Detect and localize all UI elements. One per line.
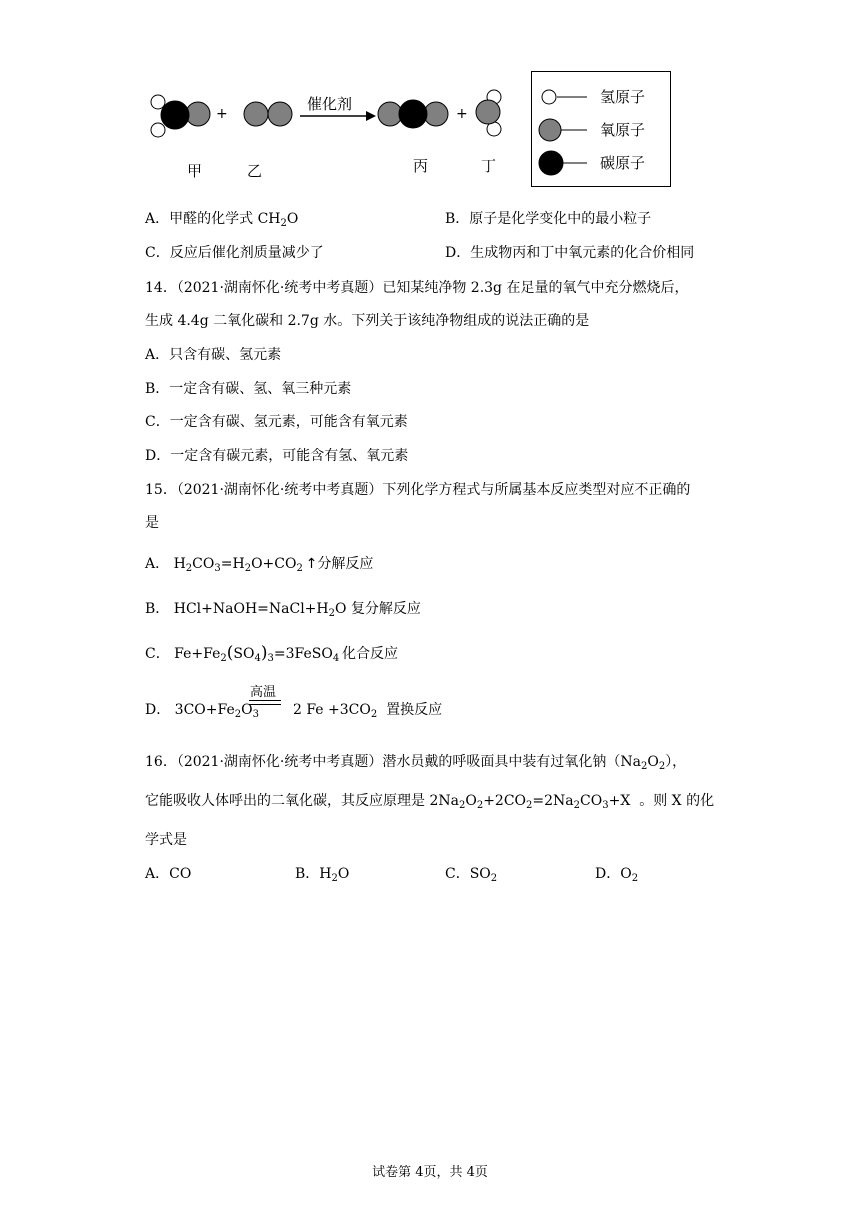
label-ding: 丁 [481,157,497,175]
q14-stem-line1: 14．（2021·湖南怀化·统考中考真题）已知某纯净物 2.3g 在足量的氧气中充分燃烧后， [145,280,689,296]
plus-sign-2: + [456,106,468,122]
q13-option-d: D．生成物丙和丁中氧元素的化合价相同 [445,245,695,261]
q15-d-equals-sign [249,700,281,705]
carbon-atom-icon [539,151,563,175]
molecule-yi [244,102,292,126]
q16-option-a: A．CO [145,866,192,882]
q14-option-d: D．一定含有碳元素，可能含有氢、氧元素 [145,448,409,464]
q13-option-a: A．甲醛的化学式 $CH_2O$ [145,211,299,229]
q15-option-c: C． $Fe+Fe_2(SO_4)_3=3FeSO_4$ 化合反应 [145,643,398,664]
q16-stem-line3: 学式是 [145,832,187,848]
q16-stem-line1: 16．（2021·湖南怀化·统考中考真题）潜水员戴的呼吸面具中装有过氧化钠$(Na_2O_2)$， [145,754,687,772]
hydrogen-atom-icon [542,90,556,104]
q15-stem-line2: 是 [145,515,159,531]
q16-stem-line2: 它能吸收人体呼出的二氧化碳，其反应原理是 $2Na_2O_2+2CO_2=2Na_2CO_3+X$ 。则 X 的化 [145,793,715,811]
label-yi: 乙 [247,162,263,180]
q16-option-b: B．$H_2O$ [295,866,350,884]
q14-option-a: A．只含有碳、氢元素 [145,347,282,363]
q15-option-a: A． $H_2CO_3=H_2O+CO_2$ ↑分解反应 [145,556,374,574]
atom-legend [531,71,671,187]
q15-d-condition: 高温 [250,685,277,700]
oxygen-atom-icon [539,119,561,141]
legend-oxygen: 氧原子 [600,121,646,139]
molecule-bing [378,100,448,128]
page-footer: 试卷第 4页，共 4页 [372,1165,488,1180]
q15-option-b: B． $HCl+NaOH=NaCl+H_2O$ 复分解反应 [145,601,421,619]
label-jia: 甲 [187,162,203,180]
molecule-ding [476,90,501,136]
q14-option-b: B．一定含有碳、氢、氧三种元素 [145,381,352,397]
catalyst-label: 催化剂 [307,95,353,113]
q15-stem-line1: 15．（2021·湖南怀化·统考中考真题）下列化学方程式与所属基本反应类型对应不正确的 [145,482,691,498]
legend-hydrogen: 氢原子 [600,88,646,106]
plus-sign-1: + [216,106,228,122]
legend-carbon: 碳原子 [600,154,646,172]
label-bing: 丙 [413,157,429,175]
q16-option-c: C．$SO_2$ [445,866,498,884]
q16-option-d: D．$O_2$ [595,866,639,884]
q13-option-c: C．反应后催化剂质量减少了 [145,245,324,261]
molecule-jia [151,95,210,137]
q13-option-b: B．原子是化学变化中的最小粒子 [445,211,652,227]
q14-option-c: C．一定含有碳、氢元素，可能含有氧元素 [145,414,408,430]
q15-option-d: D． $3CO+Fe_2O_3$ 2 $Fe +3CO_2$ 置换反应 [145,702,443,720]
q14-stem-line2: 生成 4.4g 二氧化碳和 2.7g 水。下列关于该纯净物组成的说法正确的是 [145,313,590,329]
